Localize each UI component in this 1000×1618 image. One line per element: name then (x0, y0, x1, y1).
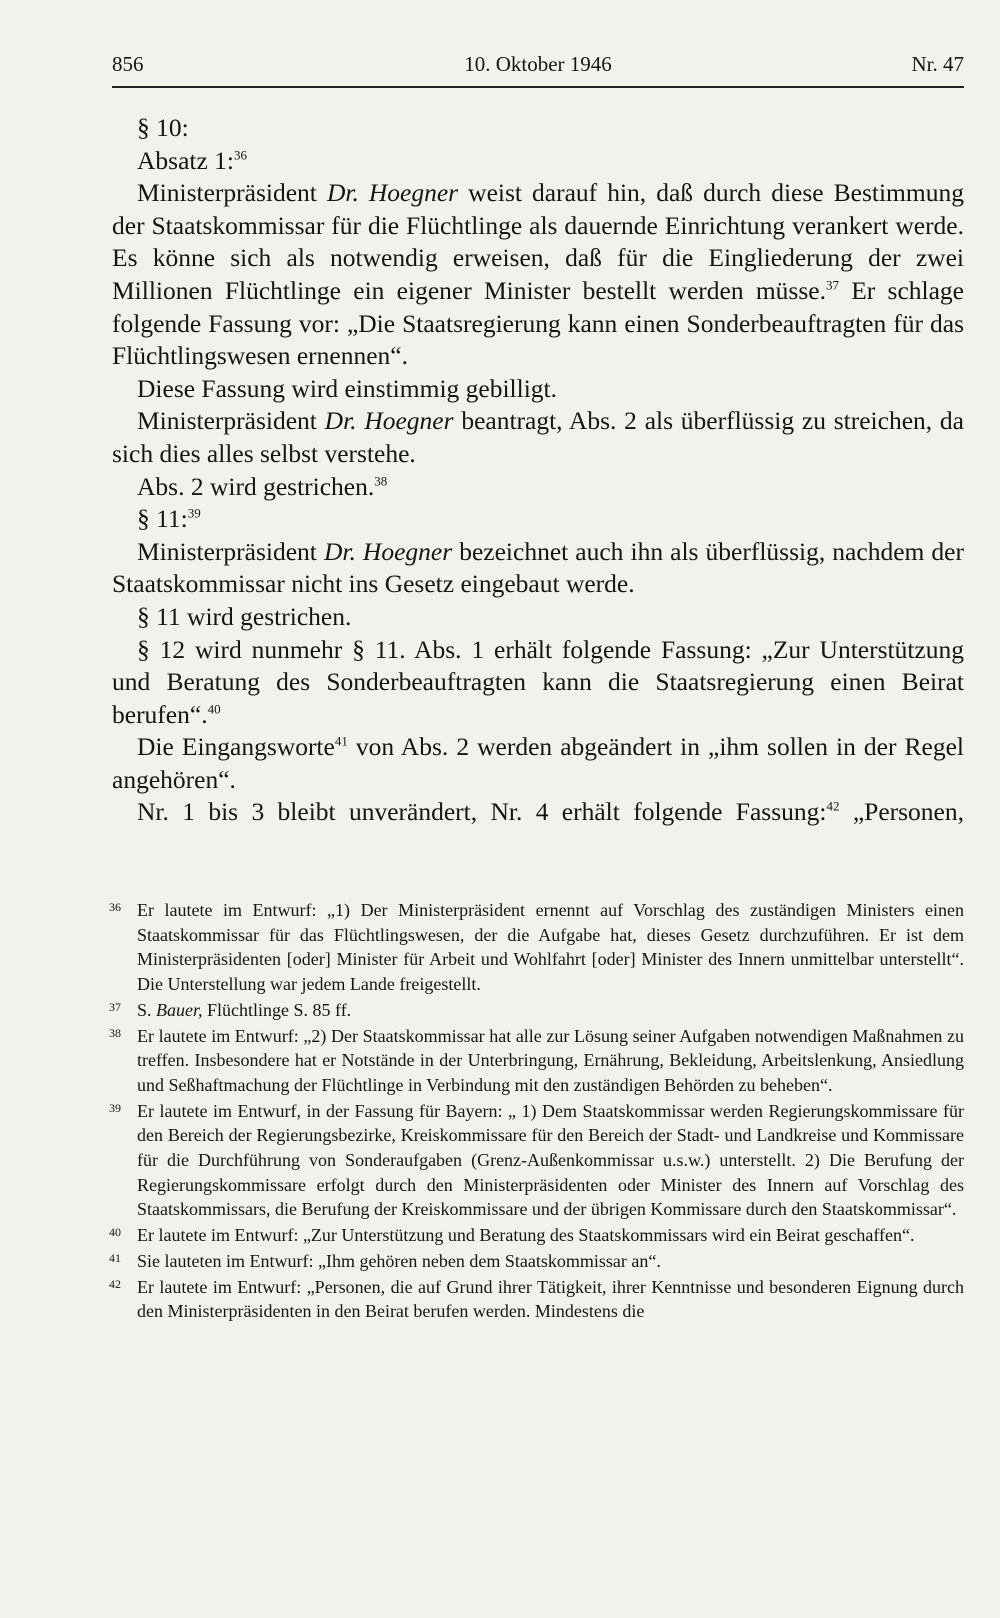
footnote-ref: 38 (374, 473, 388, 489)
footnote-39: 39 Er lautete im Entwurf, in der Fassung für Bayern: „ 1) Dem Staatskommissar werden Regierungskommissare für den Bereich der Regierungsbezirke, Kreiskommissare für den Bereich der Stadt- und Landkreise und Kommissare für die Durchführung von Sonderaufgaben (Grenz-Außenkommissar u.s.w.) unterstellt. 2) Die Berufung der Regierungskommissare erfolgt durch den Ministerpräsidenten oder Minister des Innern auf Vorschlag des Staatskommissars, die Berufung der Kreiskommissare und der übrigen Kommissare durch den Staatskommissar“. (112, 1099, 964, 1223)
footnote-number: 38 (109, 1025, 121, 1040)
person-name: Dr. Hoegner (323, 536, 453, 566)
footnote-ref: 39 (187, 505, 201, 521)
header-date: 10. Oktober 1946 (464, 52, 612, 76)
paragraph: Ministerpräsident Dr. Hoegner beantragt, Abs. 2 als überflüssig zu streichen, da sich dies alles selbst verstehe. (112, 406, 964, 468)
footnote-ref: 40 (207, 701, 221, 717)
paragraph: § 12 wird nunmehr § 11. Abs. 1 erhält folgende Fassung: „Zur Unterstützung und Beratung des Sonderbeauftragten kann die Staatsregierung einen Beirat berufen“.$^{40}$ (112, 634, 964, 729)
footnote-42: 42 Er lautete im Entwurf: „Personen, die auf Grund ihrer Tätigkeit, ihrer Kenntnisse und besonderen Eignung durch den Ministerpräsidenten in den Beirat berufen werden. Mindestens die (112, 1275, 964, 1324)
issue-number: Nr. 47 (911, 52, 964, 76)
paragraph: § 11 wird gestrichen. (137, 601, 352, 631)
paragraph: Die Eingangsworte$^{41}$ von Abs. 2 werden abgeändert in „ihm sollen in der Regel angehören“. (112, 732, 965, 794)
paragraph: Diese Fassung wird einstimmig gebilligt. (137, 373, 558, 403)
page-number: 856 (112, 52, 144, 76)
footnote-number: 37 (109, 999, 121, 1014)
paragraph: Ministerpräsident Dr. Hoegner weist darauf hin, daß durch diese Bestimmung der Staatskommissar für die Flüchtlinge als dauernde Einrichtung verankert werde. Es könne sich als notwendig erweisen, daß für die Eingliederung der zwei Millionen Flüchtlinge ein eigener Minister bestellt werden müsse.$^{37}$ Er schlage folgende Fassung vor: „Die Staatsregierung kann einen Sonderbeauftragten für das Flüchtlingswesen ernennen“. (112, 178, 964, 371)
footnote-number: 42 (109, 1276, 121, 1291)
footnote-number: 36 (109, 900, 121, 914)
footnote-ref: 41 (334, 733, 348, 749)
footnotes (109, 898, 964, 1325)
section-heading-10: § 10: (137, 113, 189, 142)
section-heading-11: § 11:$^{39}$ (137, 504, 201, 534)
person-name: Dr. Hoegner (324, 406, 454, 436)
running-header (112, 46, 964, 88)
footnote-37: 37 S. Bauer, Flüchtlinge S. 85 ff. (112, 998, 964, 1023)
footnote-40: 40 Er lautete im Entwurf: „Zur Unterstützung und Beratung des Staatskommissars wird ein Beirat geschaffen“. (112, 1223, 964, 1248)
person-name: Dr. Hoegner (326, 178, 459, 208)
paragraph: Ministerpräsident Dr. Hoegner bezeichnet auch ihn als überflüssig, nachdem der Staatskommissar nicht ins Gesetz eingebaut werde. (112, 536, 964, 599)
footnote-number: 40 (109, 1225, 121, 1240)
footnote-number: 41 (109, 1250, 121, 1265)
author-name: Bauer, (156, 999, 203, 1020)
footnote-ref: 37 (825, 277, 839, 293)
paragraph-absatz-1: Absatz 1:$^{36}$ (137, 145, 248, 175)
paragraph: Nr. 1 bis 3 bleibt unverändert, Nr. 4 erhält folgende Fassung:$^{42}$ „Personen, (137, 797, 964, 827)
footnote-38: 38 Er lautete im Entwurf: „2) Der Staatskommissar hat alle zur Lösung seiner Aufgaben notwendigen Maßnahmen zu treffen. Insbesondere hat er Notstände in der Unterbringung, Ernährung, Bekleidung, Arbeitslenkung, Ansiedlung und Seßhaftmachung der Flüchtlinge in Verbindung mit den zuständigen Behörden zu beheben“. (112, 1024, 964, 1098)
footnote-ref: 36 (234, 147, 248, 163)
footnote-number: 39 (109, 1100, 121, 1115)
main-text (112, 112, 964, 829)
footnote-36: 36 Er lautete im Entwurf: „1) Der Ministerpräsident ernennt auf Vorschlag des zuständigen Ministers einen Staatskommissar für das Flüchtlingswesen, der die Aufgabe hat, dieses Gesetz durchzuführen. Er ist dem Ministerpräsidenten [oder] Minister für Arbeit und Wohlfahrt [oder] Minister des Innern unmittelbar unterstellt“. Die Unterstellung war jedem Lande freigestellt. (112, 898, 964, 997)
footnote-41: 41 Sie lauteten im Entwurf: „Ihm gehören neben dem Staatskommissar an“. (112, 1249, 964, 1274)
footnote-ref: 42 (826, 798, 840, 814)
paragraph: Abs. 2 wird gestrichen.$^{38}$ (137, 471, 388, 501)
